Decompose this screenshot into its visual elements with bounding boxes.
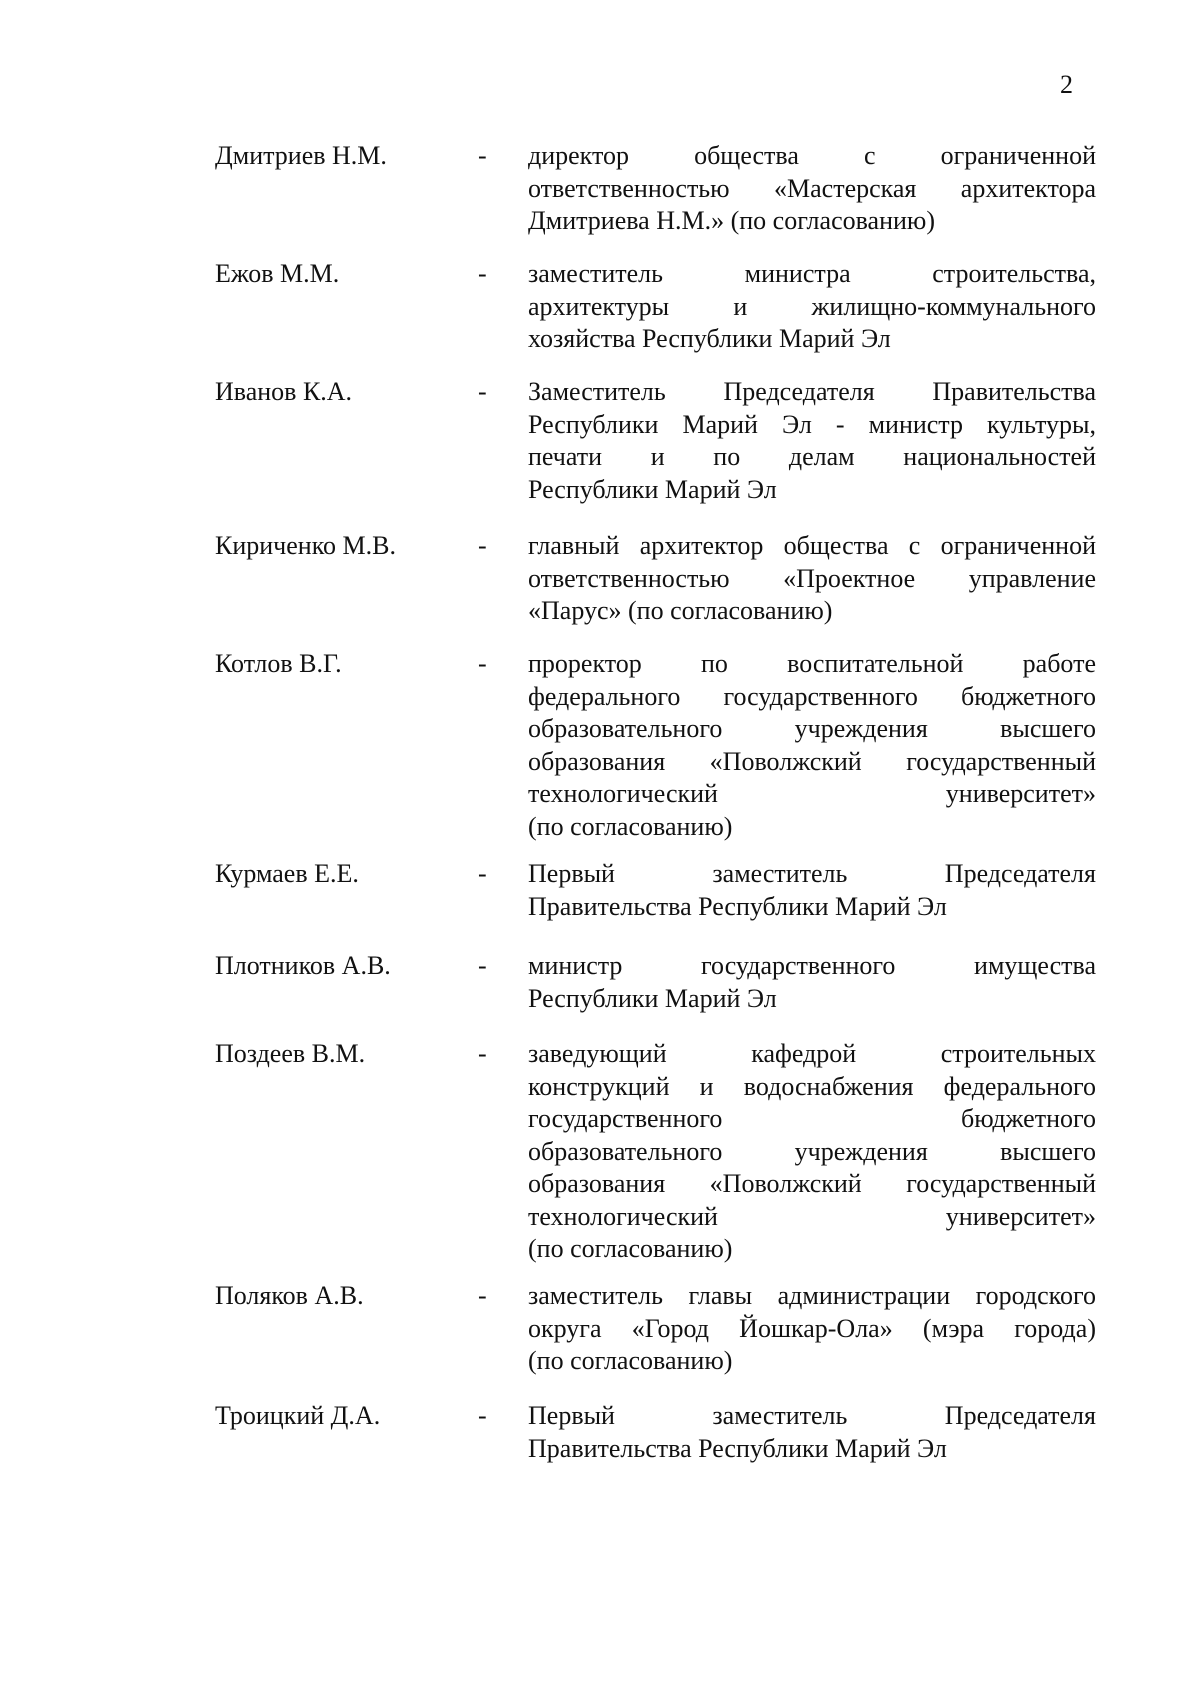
page-number: 2	[1060, 70, 1073, 99]
member-position	[528, 530, 1096, 628]
position-line: Дмитриева Н.М.» (по согласованию)	[528, 206, 935, 235]
member-position	[528, 648, 1096, 843]
position-line: заместитель министра строительства,	[528, 259, 1096, 288]
position-line: технологический университет»	[528, 1201, 1096, 1231]
separator-dash: -	[478, 531, 487, 560]
member-name: Плотников А.В.	[215, 951, 391, 980]
separator-dash: -	[478, 1401, 487, 1430]
position-line: ответственностью «Мастерская архитектора	[528, 173, 1096, 203]
member-name: Дмитриев Н.М.	[215, 141, 387, 170]
position-line: Правительства Республики Марий Эл	[528, 1433, 947, 1463]
separator-dash: -	[478, 951, 487, 980]
member-name: Ежов М.М.	[215, 259, 340, 288]
position-line: государственного бюджетного	[528, 1104, 1096, 1133]
position-line: технологический университет»	[528, 779, 1096, 808]
position-line: директор общества с ограниченной	[528, 141, 1096, 170]
member-position	[528, 950, 1096, 1015]
member-position	[528, 858, 1096, 923]
position-line: (по согласованию)	[528, 1234, 733, 1263]
separator-dash: -	[478, 377, 487, 406]
position-line: образования «Поволжский государственный	[528, 1169, 1096, 1198]
position-line: главный архитектор общества с ограниченной	[528, 531, 1096, 560]
position-line: Республики Марий Эл	[528, 983, 777, 1013]
member-name: Курмаев Е.Е.	[215, 859, 359, 888]
position-line: ответственностью «Проектное управление	[528, 563, 1096, 593]
position-line: Республики Марий Эл	[528, 474, 777, 504]
position-line: хозяйства Республики Марий Эл	[528, 324, 891, 353]
position-line: (по согласованию)	[528, 811, 733, 841]
separator-dash: -	[478, 859, 487, 888]
position-line: образовательного учреждения высшего	[528, 714, 1096, 743]
position-line: Первый заместитель Председателя	[528, 859, 1096, 888]
position-line: Заместитель Председателя Правительства	[528, 377, 1096, 406]
separator-dash: -	[478, 141, 487, 170]
member-name: Кириченко М.В.	[215, 531, 396, 560]
position-line: образования «Поволжский государственный	[528, 746, 1096, 776]
position-line: архитектуры и жилищно-коммунального	[528, 291, 1096, 321]
position-line: печати и по делам национальностей	[528, 442, 1096, 471]
member-position	[528, 1280, 1096, 1378]
position-line: заведующий кафедрой строительных	[528, 1039, 1096, 1068]
position-line: округа «Город Йошкар-Ола» (мэра города)	[528, 1313, 1096, 1343]
member-name: Троицкий Д.А.	[215, 1401, 381, 1430]
position-line: (по согласованию)	[528, 1346, 733, 1375]
position-line: «Парус» (по согласованию)	[528, 596, 833, 625]
position-line: конструкций и водоснабжения федерального	[528, 1071, 1096, 1101]
position-line: заместитель главы администрации городского	[528, 1281, 1096, 1310]
member-position	[528, 376, 1096, 506]
member-position	[528, 140, 1096, 238]
separator-dash: -	[478, 649, 487, 678]
position-line: проректор по воспитательной работе	[528, 649, 1096, 678]
member-position	[528, 258, 1096, 356]
position-line: Первый заместитель Председателя	[528, 1401, 1096, 1430]
member-name: Котлов В.Г.	[215, 649, 342, 678]
member-name: Поляков А.В.	[215, 1281, 364, 1310]
member-name: Поздеев В.М.	[215, 1039, 366, 1068]
position-line: образовательного учреждения высшего	[528, 1136, 1096, 1166]
member-position	[528, 1400, 1096, 1465]
position-line: Правительства Республики Марий Эл	[528, 891, 947, 921]
member-position	[528, 1038, 1096, 1266]
position-line: министр государственного имущества	[528, 951, 1096, 980]
separator-dash: -	[478, 1039, 487, 1068]
member-name: Иванов К.А.	[215, 377, 353, 406]
position-line: федерального государственного бюджетного	[528, 681, 1096, 711]
separator-dash: -	[478, 1281, 487, 1310]
separator-dash: -	[478, 259, 487, 288]
position-line: Республики Марий Эл - министр культуры,	[528, 409, 1096, 439]
